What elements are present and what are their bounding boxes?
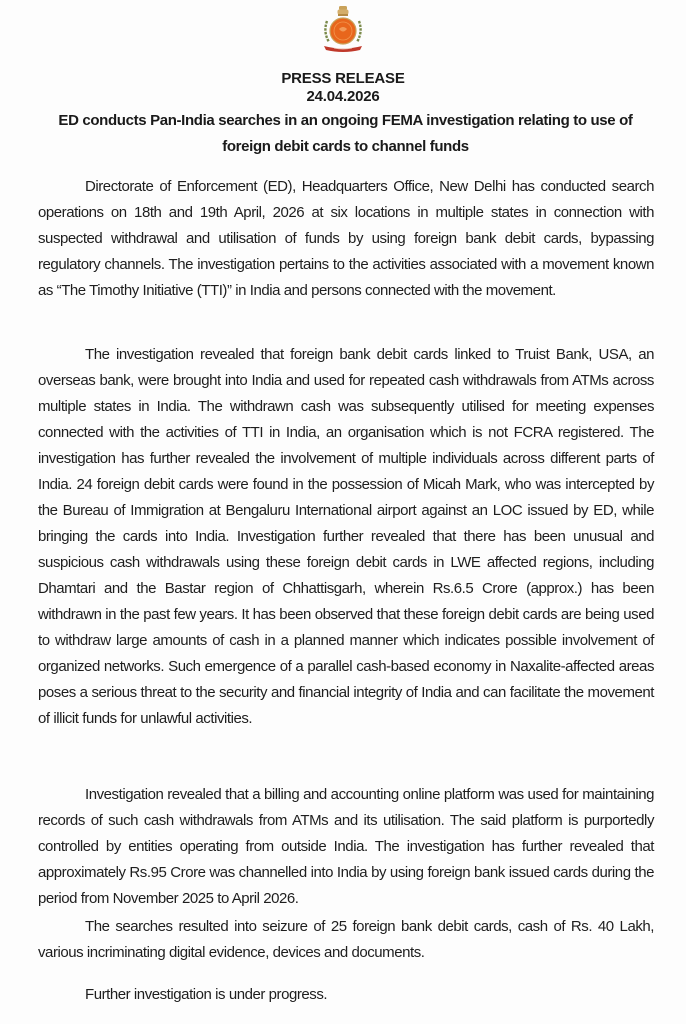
press-release-headline: ED conducts Pan-India searches in an ongoing FEMA investigation relating to use of foreign debit cards to channel funds — [58, 112, 633, 155]
body-paragraph-3 — [38, 782, 654, 912]
press-release-title: PRESS RELEASE — [281, 70, 405, 87]
paragraph-text: Directorate of Enforcement (ED), Headquarters Office, New Delhi has conducted search operations on 18th and 19th April, 2026 at six locations in multiple states in connection with suspected withdrawal and utilisation of funds by using foreign bank debit cards, bypassing regulatory channels. The investigation pertains to the activities associated with a movement known as “The Timothy Initiative (TTI)” in India and persons connected with the movement. — [38, 178, 654, 299]
paragraph-text: The investigation revealed that foreign bank debit cards linked to Truist Bank, USA, an overseas bank, were brought into India and used for repeated cash withdrawals from ATMs across multiple states in India. The withdrawn cash was subsequently utilised for meeting expenses connected with the activities of TTI in India, an organisation which is not FCRA registered. The investigation has further revealed the involvement of multiple individuals across different parts of India. 24 foreign debit cards were found in the possession of Micah Mark, who was intercepted by the Bureau of Immigration at Bengaluru International airport against an LOC issued by ED, while bringing the cards into India. Investigation further revealed that there has been unusual and suspicious cash withdrawals using these foreign debit cards in LWE affected regions, including Dhamtari and the Bastar region of Chhattisgarh, wherein Rs.6.5 Crore (approx.) has been withdrawn in the past few years. It has been observed that these foreign debit cards are being used to withdraw large amounts of cash in a planned manner which indicates possible involvement of organized networks. Such emergence of a parallel cash-based economy in Naxalite-affected areas poses a serious threat to the security and financial integrity of India and can facilitate the movement of illicit funds for unlawful activities. — [38, 346, 654, 727]
paragraph-text: Investigation revealed that a billing and accounting online platform was used for maintaining records of such cash withdrawals from ATMs and its utilisation. The said platform is purportedly controlled by entities operating from outside India. The investigation has further revealed that approximately Rs.95 Crore was channelled into India by using foreign bank issued cards during the period from November 2025 to April 2026. — [38, 786, 654, 907]
body-paragraph-2 — [38, 342, 654, 732]
body-paragraph-1 — [38, 174, 654, 304]
paragraph-text: The searches resulted into seizure of 25 foreign bank debit cards, cash of Rs. 40 Lakh, various incriminating digital evidence, devices and documents. — [38, 918, 654, 961]
press-release-date: 24.04.2026 — [306, 88, 380, 105]
body-paragraph-5 — [38, 982, 654, 1008]
enforcement-directorate-emblem-icon — [318, 4, 368, 56]
body-paragraph-4 — [38, 914, 654, 966]
paragraph-text: Further investigation is under progress. — [85, 986, 328, 1003]
